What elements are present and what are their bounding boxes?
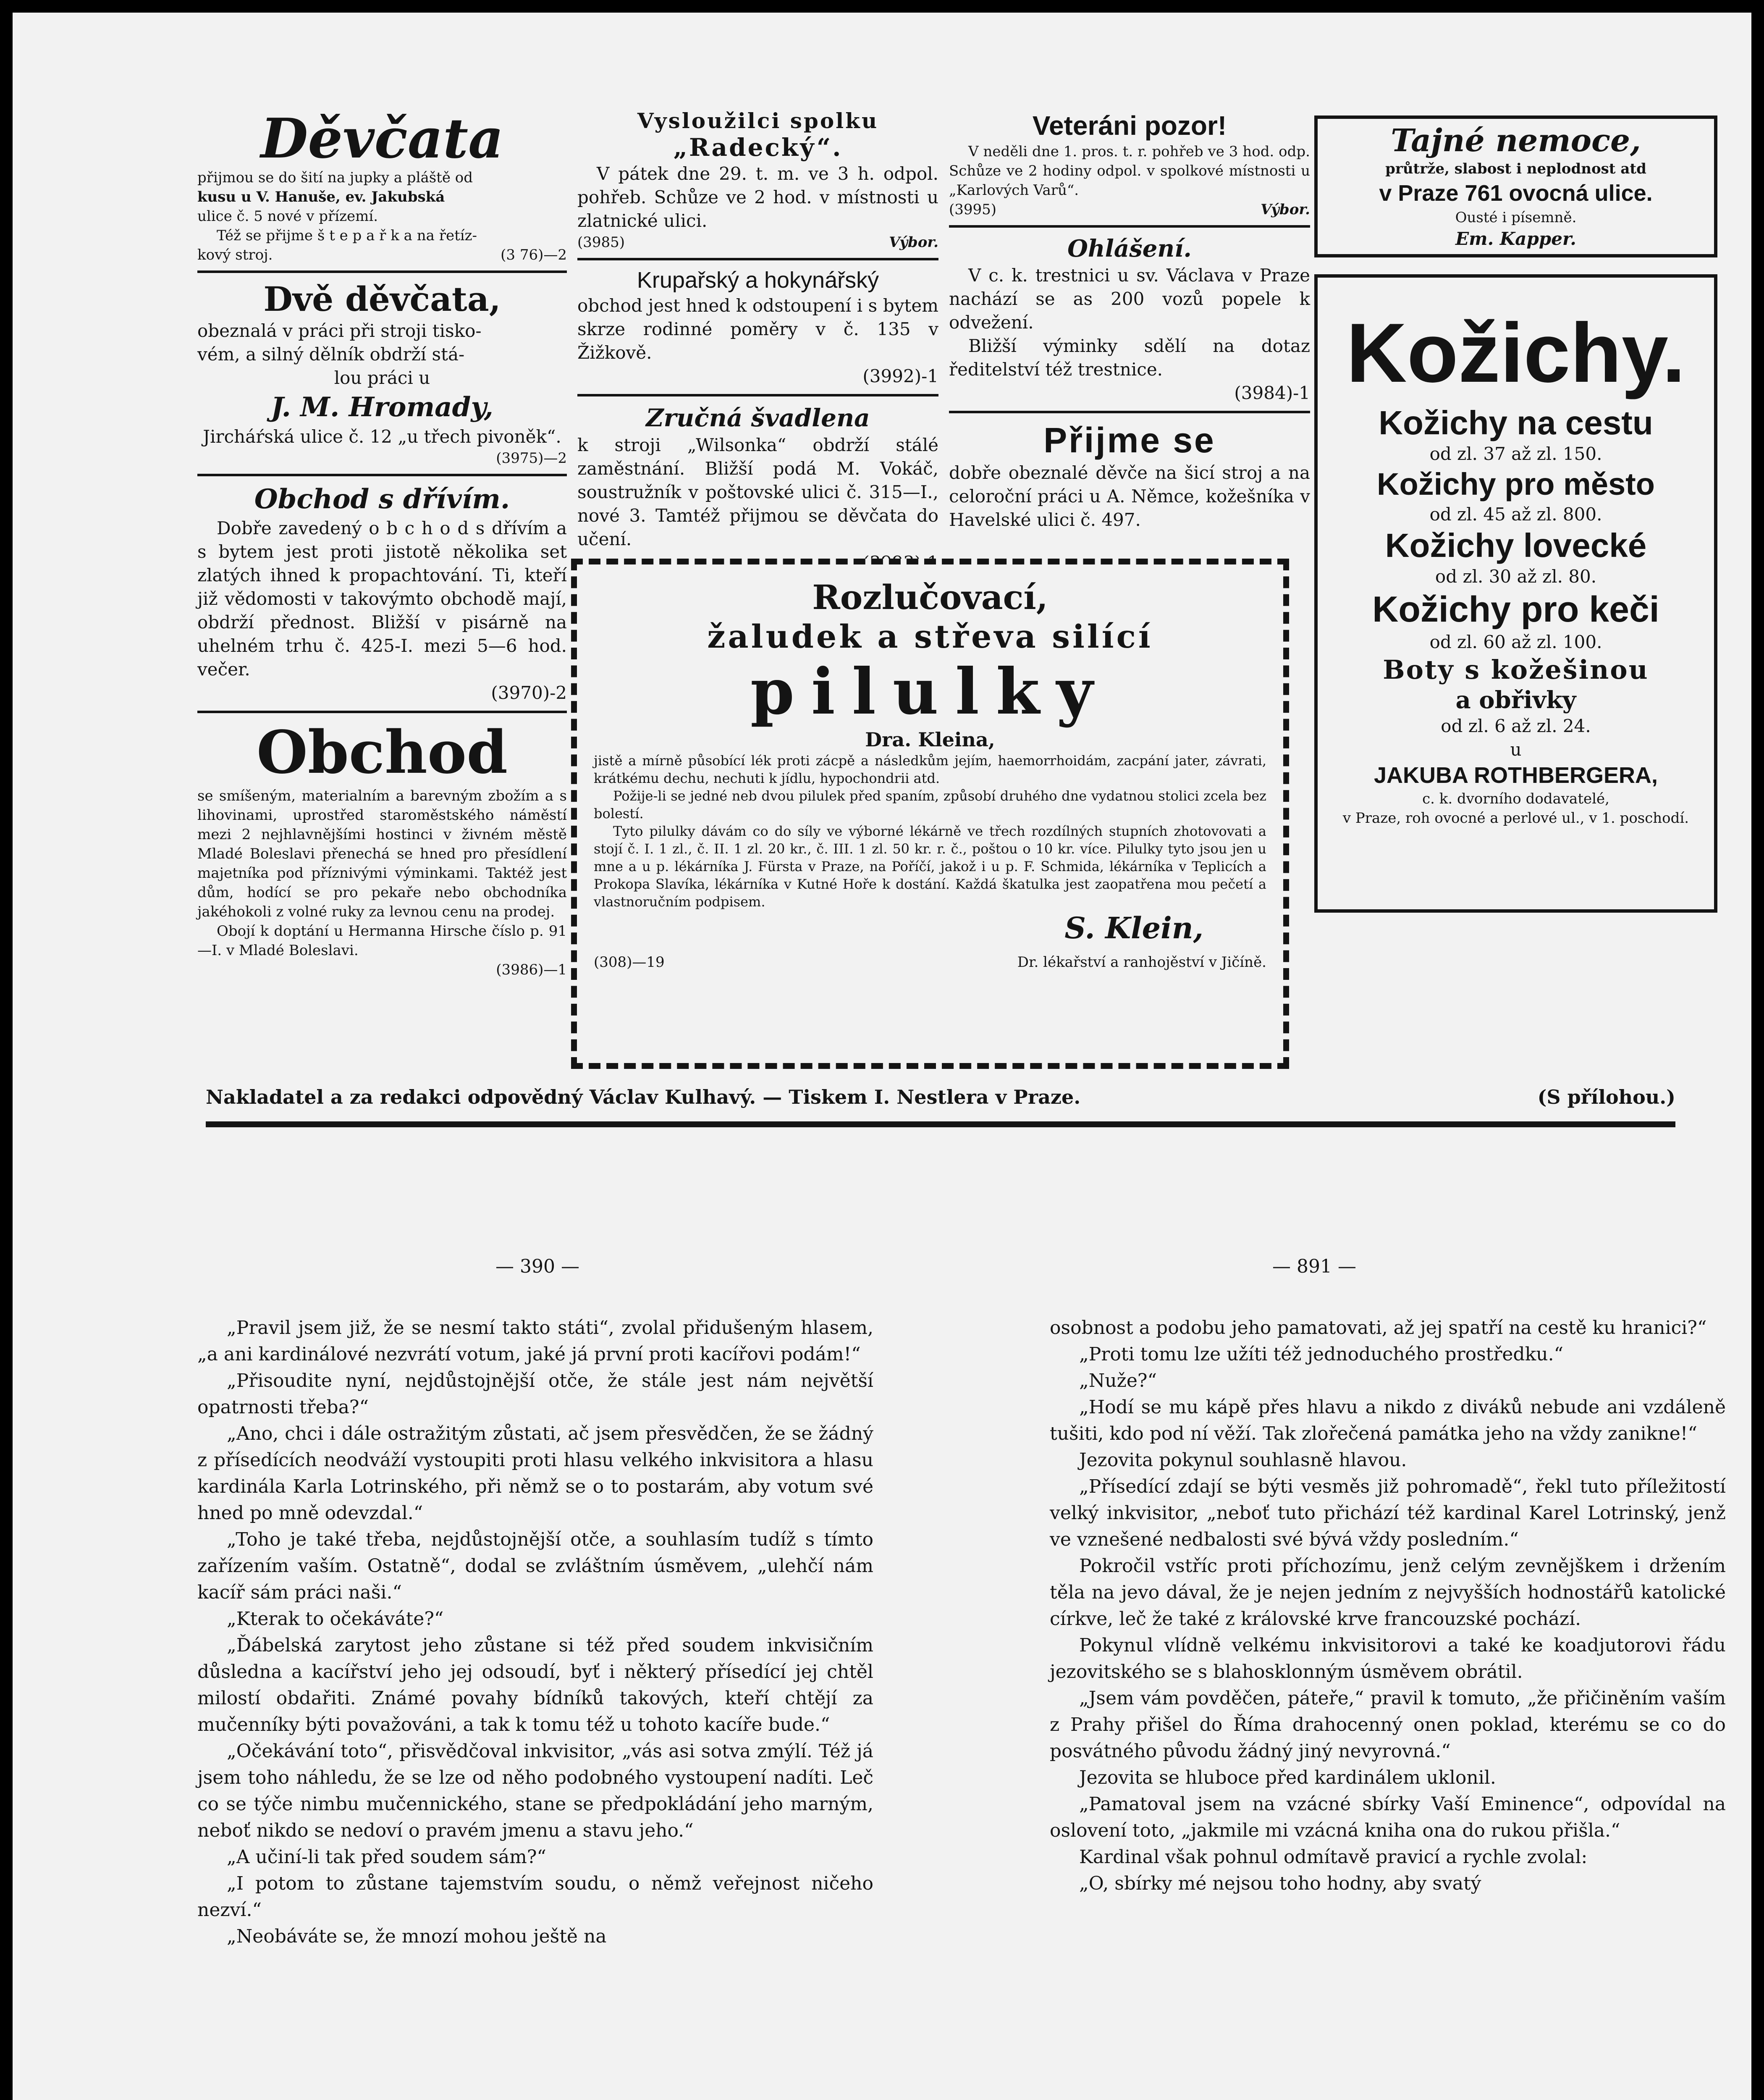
paragraph: „Pravil jsem již, že se nesmí takto státi“, zvolal přidušeným hlasem, „a ani kardinálové nezvrátí votum, jaké já první proti kacířovi podám!“	[197, 1317, 873, 1365]
paragraph: Kardinal však pohnul odmítavě pravicí a rychle zvolal:	[1079, 1846, 1588, 1868]
ad-price: od zl. 30 až zl. 80.	[1435, 566, 1597, 587]
ad-text: jistě a mírně působící lék proti zácpě a následkům jejím, haemorrhoidám, zacpání jater, závrati, krátkému dechu, nechuti k jídlu, hypochondrii atd.	[594, 753, 1266, 786]
ad-text: se smíšeným, materialním a barevným zbožím a s lihovinami, uprostřed staroměstského náměstí mezi 2 nejhlavnějšími hostinci v živném městě Mladé Boleslavi přenechá se hned pro přesídlení majetníka pod příznivými výminkami. Taktéž jest dům, hodící se pro pekaře nebo obchodníka jakéhokoli z volné ruky za levnou cenu na prodej.	[197, 788, 567, 920]
ad-line: kusu u V. Hanuše, ev. Jakubská	[197, 189, 445, 205]
ad-svadlena	[577, 402, 938, 575]
ads-column-4	[1314, 116, 1717, 913]
ad-line: Kožichy pro město	[1377, 467, 1655, 501]
paragraph: „Nuže?“	[1079, 1370, 1157, 1391]
imprint-line	[206, 1086, 1675, 1108]
paragraph: „O, sbírky mé nejsou toho hodny, aby svatý	[1079, 1873, 1481, 1894]
ad-code: (3992)-1	[862, 366, 938, 386]
paragraph: Pokročil vstříc proti příchozímu, jenž celým zevnějškem i držením těla na jevo dával, že je nejen jedním z nejvyšších hodnostářů katolické církve, leč že také z královské krve francouzské pochází.	[1050, 1555, 1726, 1630]
ad-obchod	[197, 719, 567, 979]
paragraph: „Přísedící zdají se býti vesměs již pohromadě“, řekl tuto příležitostí velký inkvisitor, „neboť tuto přichází též kardinal Karel Lotrinský, jenž ve vznešené nedbalosti své bývá vždy posledním.“	[1050, 1476, 1726, 1550]
ad-title: Děvčata	[260, 106, 504, 171]
ad-sign-title: Dr. lékařství a ranhojěství v Jičíně.	[1017, 954, 1266, 971]
divider	[577, 394, 938, 396]
ad-sign: Výbor.	[1261, 201, 1310, 218]
ad-title: Obchod	[256, 718, 508, 787]
ad-sign: S. Klein,	[1064, 911, 1203, 945]
ad-text: Obojí k doptání u Hermanna Hirsche číslo p. 91—I. v Mladé Boleslavi.	[197, 923, 567, 959]
ad-ohlaseni	[949, 234, 1310, 405]
ad-line: vém, a silný dělník obdrží stá-	[197, 344, 465, 365]
ad-title: Vysloužilci spolku	[637, 108, 879, 133]
ad-title: Tajné nemoce,	[1391, 123, 1641, 159]
divider	[197, 474, 567, 476]
ad-obchod-drivim	[197, 482, 567, 705]
ad-code: (3985)	[577, 234, 625, 251]
ad-signature	[594, 911, 1266, 953]
ad-name: Em. Kapper.	[1455, 228, 1576, 249]
ad-title: Veteráni pozor!	[1032, 110, 1227, 141]
ad-code: (308)—19	[594, 954, 665, 971]
ad-code: (3975)—2	[496, 450, 567, 467]
imprint-text: Nakladatel a za redakci odpovědný Václav Kulhavý. — Tiskem I. Nestlera v Praze.	[206, 1086, 1081, 1108]
ads-column-3	[949, 109, 1310, 550]
ad-text: Bližší výminky sdělí na dotaz ředitelství též trestnice.	[949, 336, 1310, 380]
ad-title: Rozlučovací,	[812, 578, 1048, 617]
ad-text: obchod jest hned k odstoupení i s bytem skrze rodinné poměry v č. 135 v Žižkově.	[577, 295, 938, 363]
paragraph: „A učiní-li tak před soudem sám?“	[227, 1846, 546, 1868]
ad-code: (3995)	[949, 201, 997, 218]
imprint-supplement: (S přílohou.)	[1537, 1086, 1675, 1108]
ad-code: (3986)—1	[496, 961, 567, 978]
ad-title: žaludek a střeva silící	[707, 618, 1153, 655]
page-number-right: — 891 —	[1272, 1256, 1356, 1277]
paragraph: osobnost a podobu jeho pamatovati, až jej spatří na cestě ku hranici?“	[1050, 1317, 1707, 1339]
paragraph: „Pamatoval jsem na vzácné sbírky Vaší Eminence“, odpovídal na oslovení toto, „jakmile mi vzácná kniha ona do rukou přišla.“	[1050, 1793, 1726, 1841]
ad-footer	[949, 200, 1310, 219]
ad-veterani	[949, 109, 1310, 219]
paragraph: „Toho je také třeba, nejdůstojnější otče, a souhlasím tudíž s tímto zařízením vaším. Ostatně“, dodal se zvláštním úsměvem, „ulehčí nám kacíř sám práci naši.“	[197, 1529, 873, 1603]
ad-radecky	[577, 109, 938, 252]
ad-title: Dvě děvčata,	[263, 279, 501, 319]
ad-price: od zl. 6 až zl. 24.	[1441, 716, 1591, 736]
ad-text: dobře obeznalé děvče na šicí stroj a na celoroční práci u A. Němce, kožešníka v Havelské ulici č. 497.	[949, 462, 1310, 530]
ad-firm: JAKUBA ROTHBERGERA,	[1373, 763, 1658, 788]
ad-subtitle: Dra. Kleina,	[865, 728, 995, 751]
ad-line: Boty s kožešinou	[1383, 654, 1649, 685]
ad-line: a obřivky	[1455, 686, 1576, 714]
ad-line: obeznalá v práci při stroji tisko-	[197, 320, 482, 341]
newspaper-page	[13, 13, 1751, 2100]
ad-title: Zručná švadlena	[646, 404, 870, 432]
ad-footer	[594, 953, 1266, 972]
ad-note: Ousté i písemně.	[1455, 209, 1577, 226]
ad-line: Kožichy na cestu	[1379, 404, 1653, 441]
ad-text: průtrže, slabost i neplodnost atd	[1385, 160, 1646, 177]
ad-prijme-se	[949, 419, 1310, 532]
ad-title: Ohlášení.	[1067, 235, 1192, 262]
paragraph: „Ano, chci i dále ostražitým zůstati, ač jsem přesvědčen, že se žádný z přísedících neodváží vystoupiti proti hlasu velkého inkvisitora a hlasu kardinála Karla Lotrinského, při němž se o to postarám, aby votum své hned po mně odevzdal.“	[197, 1423, 873, 1524]
ad-text: k stroji „Wilsonka“ obdrží stálé zaměstnání. Bližší podá M. Vokáč, soustružník v poštovské ulici č. 315—I., nové 3. Tamtéž přijmou se děvčata do učení.	[577, 435, 938, 549]
ads-column-2	[577, 109, 938, 550]
ad-address: Jircháŕská ulice č. 12 „u třech pivoněk“.	[203, 426, 561, 447]
divider	[197, 270, 567, 273]
paragraph: „Neobáváte se, že mnozí mohou ještě na	[227, 1926, 607, 1947]
ad-pilulky	[571, 559, 1289, 1069]
ad-text: V pátek dne 29. t. m. ve 3 h. odpol. pohřeb. Schůze ve 2 hod. v místnosti u zlatnické ulici.	[577, 163, 938, 231]
paragraph: „Kterak to očekáváte?“	[227, 1608, 444, 1630]
paragraph: „Očekávání toto“, přisvědčoval inkvisitor, „vás asi sotva zmýlí. Též já jsem toho náhledu, že se lze od něho podobného vystoupení nadíti. Leč co se týče nimbu mučennického, stane se předpokládání jeho marným, neboť nikdo se nedoví o pravém jmenu a stavu jeho.“	[197, 1740, 873, 1841]
ads-column-1	[197, 106, 567, 1054]
ad-text: V c. k. trestnici u sv. Václava v Praze nachází se as 200 vozů popele k odvežení.	[949, 265, 1310, 333]
story-left	[197, 1315, 873, 1950]
ad-line-text: kový stroj.	[197, 247, 273, 263]
paragraph: „Hodí se mu kápě přes hlavu a nikdo z diváků nebude ani vzdáleně tušiti, kdo pod ní věží. Tak zlořečená památka jeho na vždy zanikne!“	[1050, 1396, 1726, 1444]
ad-name: J. M. Hromady,	[271, 391, 493, 423]
ad-title: Přijme se	[1043, 420, 1216, 460]
ad-kozichy	[1314, 274, 1717, 913]
paragraph: „Proti tomu lze užíti též jednoduchého prostředku.“	[1079, 1344, 1564, 1365]
ad-code: (3984)-1	[1234, 383, 1310, 403]
ad-line: Kožichy pro keči	[1372, 589, 1659, 630]
ad-title: Krupařský a hokynářský	[637, 268, 879, 293]
ad-line: Kožichy lovecké	[1385, 527, 1647, 564]
ad-line: Též se přijme š t e p a ř k a na řetíz-	[217, 227, 477, 244]
ad-title: „Radecký“.	[673, 133, 843, 162]
ad-devcata	[197, 106, 567, 265]
ad-firm-line: c. k. dvorního dodavatelé,	[1422, 790, 1609, 807]
ad-line	[197, 245, 567, 265]
paragraph: Pokynul vlídně velkému inkvisitorovi a také ke koadjutorovi řádu jezovitského se s blahosklonným úsměvem obrátil.	[1050, 1635, 1726, 1683]
imprint-rule	[206, 1121, 1675, 1127]
ad-text: Dobře zavedený o b c h o d s dřívím a s bytem jest proti jistotě několika set zlatých ihned k propachtování. Ti, kteří již vědomosti v takovýmto obchodě mají, obdrží přednost. Bližší v pisárně na uhelném trhu č. 425-I. mezi 5—6 hod. večer.	[197, 518, 567, 680]
page-number-left: — 390 —	[495, 1256, 579, 1277]
ad-line: lou práci u	[334, 368, 430, 388]
ad-code: (3 76)—2	[501, 247, 567, 263]
paragraph: „Ďábelská zarytost jeho zůstane si též před soudem inkvisičním důsledna a kacířství jeho jej odsoudí, byť i některý přísedící jej chtěl milostí obdařiti. Známé povahy bídníků takových, kteří chtějí za mučenníky býti považováni, a tak k tomu též u tohoto kacíře bude.“	[197, 1635, 873, 1735]
ad-price: od zl. 45 až zl. 800.	[1429, 504, 1602, 525]
paragraph: Jezovita pokynul souhlasně hlavou.	[1079, 1449, 1407, 1471]
ad-sign: Výbor.	[889, 234, 938, 251]
paragraph: „Přisouditе nyní, nejdůstojnější otče, že stále jest nám největší opatrnosti třeba?“	[197, 1370, 873, 1418]
ad-u: u	[1510, 739, 1522, 760]
divider	[949, 411, 1310, 413]
ad-text: V neděli dne 1. pros. t. r. pohřeb ve 3 hod. odp. Schůze ve 2 hodiny odpol. v spolkové místnosti u „Karlových Varů“.	[949, 143, 1310, 199]
ad-firm-line: v Praze, roh ovocné a perlové ul., v 1. poschodí.	[1342, 810, 1689, 827]
paragraph: Jezovita se hluboce před kardinálem uklonil.	[1079, 1767, 1496, 1788]
ad-title: pilulky	[750, 655, 1110, 729]
divider	[949, 225, 1310, 228]
ad-kruparsky	[577, 266, 938, 388]
ad-dve-devcata	[197, 279, 567, 468]
story-right	[1050, 1315, 1726, 1897]
paragraph: „Jsem vám povděčen, páteře,“ pravil k tomuto, „že přičiněním vaším z Prahy přišel do Říma drahocenný onen poklad, kterému se co do posvátného původu žádný jiný nevyrovná.“	[1050, 1688, 1726, 1762]
ad-line: přijmou se do šití na jupky a pláště od	[197, 169, 473, 186]
ad-price: od zl. 60 až zl. 100.	[1429, 632, 1602, 652]
divider	[197, 711, 567, 713]
ad-price: od zl. 37 až zl. 150.	[1429, 444, 1602, 464]
ad-tajne-nemoce	[1314, 116, 1717, 257]
paragraph: „I potom to zůstane tajemstvím soudu, o němž veřejnost ničeho nezví.“	[197, 1873, 873, 1921]
ad-title: Obchod s dřívím.	[254, 483, 510, 515]
ad-line: ulice č. 5 nové v přízemí.	[197, 208, 378, 225]
ad-code: (3970)-2	[491, 682, 567, 703]
ad-address: v Praze 761 ovocná ulice.	[1379, 181, 1653, 206]
divider	[577, 258, 938, 260]
ad-text: Požije-li se jedné neb dvou pilulek před spaním, způsobí druhého dne vydatnou stolici zcela bez bolestí.	[594, 788, 1266, 822]
ad-text: Tyto pilulky dávám co do síly ve výborné lékárně ve třech rozdílných stupních zhotovovati a stojí č. I. 1 zl., č. II. 1 zl. 20 kr., č. III. 1 zl. 50 kr. r. č., poštou o 10 kr. více. Pilulky tyto jsou jen u mne a u p. lékárníka J. Fürsta v Praze, na Poříčí, jakož i u p. F. Schmida, lékárníka v Teplicích a Prokopa Slavíka, lékárníka v Kutné Hoře k dostání. Každá škatulka jest zaopatřena mou pečetí a vlastnoručním podpisem.	[594, 823, 1266, 910]
ad-title: Kožichy.	[1346, 306, 1685, 400]
ad-footer	[577, 233, 938, 252]
